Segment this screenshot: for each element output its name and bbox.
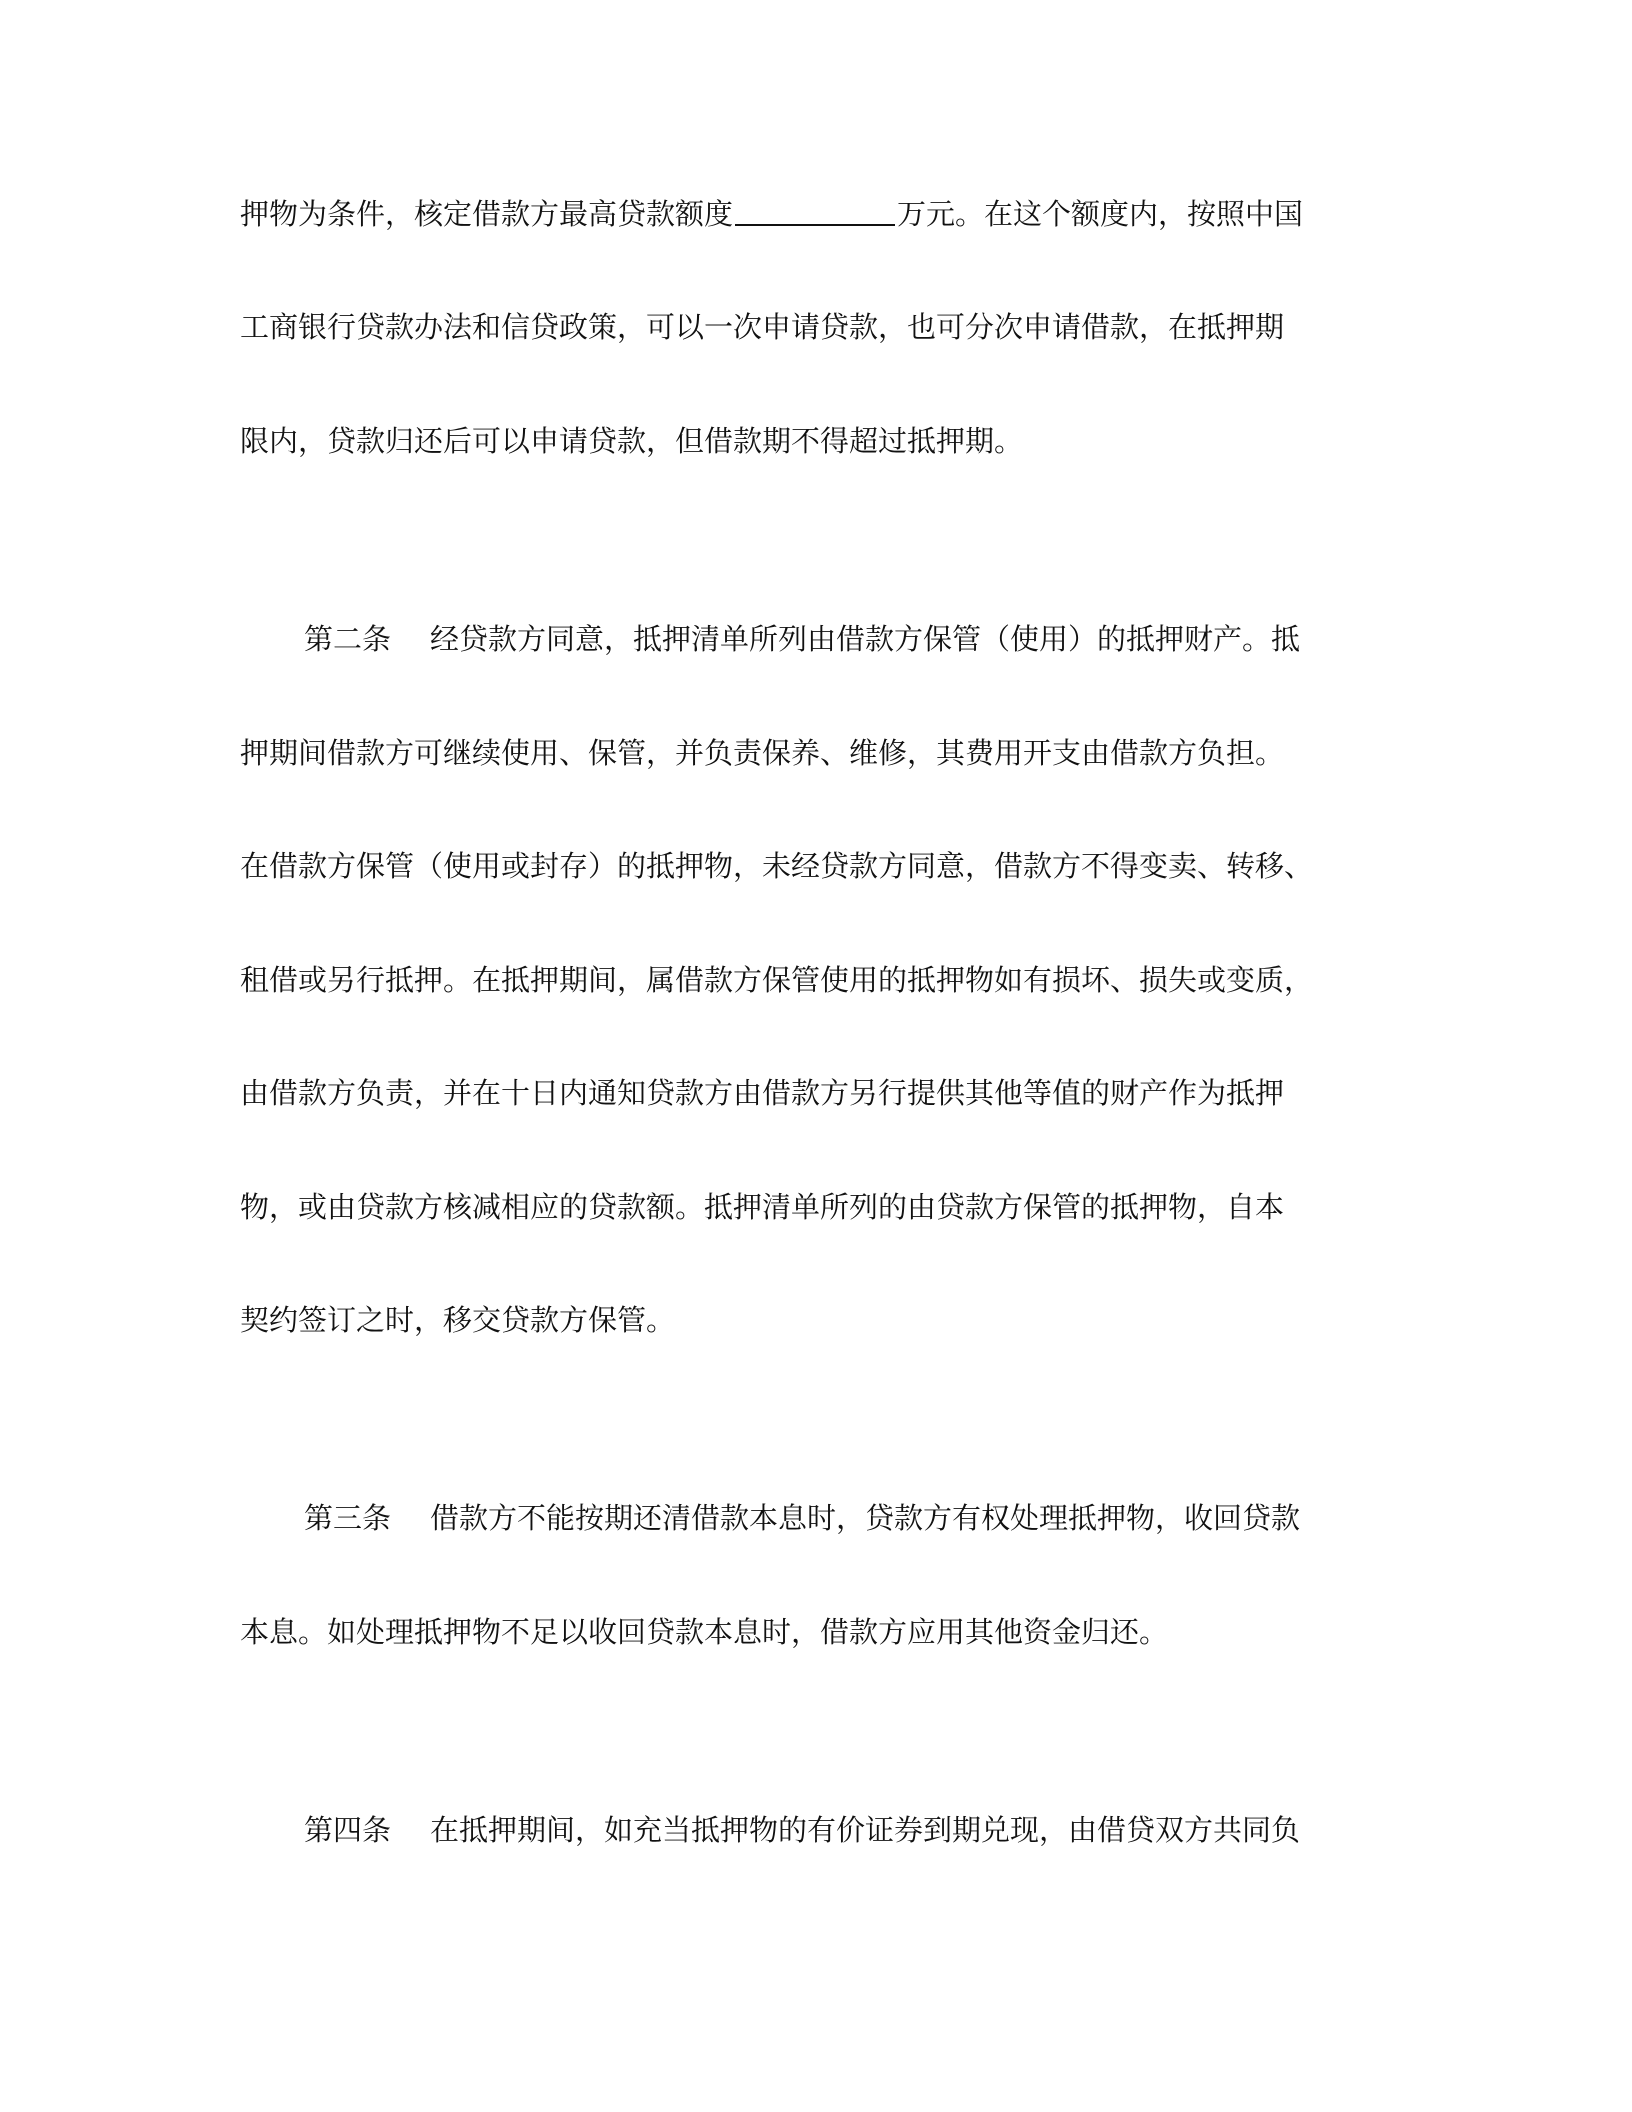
- article1-line-3: 限内，贷款归还后可以申请贷款，但借款期不得超过抵押期。: [240, 424, 1024, 458]
- article2-line-5: 由借款方负责，并在十日内通知贷款方由借款方另行提供其他等值的财产作为抵押: [240, 1076, 1285, 1110]
- article4-line-1: [304, 1810, 1386, 1850]
- article2-line-2: 押期间借款方可继续使用、保管，并负责保养、维修，其费用开支由借款方负担。: [240, 736, 1285, 770]
- article2-line-3: 在借款方保管（使用或封存）的抵押物，未经贷款方同意，借款方不得变卖、转移、: [240, 849, 1314, 883]
- article3-line-2: 本息。如处理抵押物不足以收回贷款本息时，借款方应用其他资金归还。: [240, 1615, 1169, 1649]
- article4-first-line-text: 在抵押期间，如充当抵押物的有价证券到期兑现，由借贷双方共同负: [430, 1813, 1301, 1847]
- article3-first-line-text: 借款方不能按期还清借款本息时，贷款方有权处理抵押物，收回贷款: [430, 1501, 1301, 1535]
- article2-label: 第二条: [304, 622, 392, 656]
- article1-text-before-blank: 押物为条件，核定借款方最高贷款额度: [240, 197, 734, 231]
- article2-line-7: 契约签订之时，移交贷款方保管。: [240, 1303, 676, 1337]
- article2-line-1: [304, 619, 1386, 659]
- article4-label: 第四条: [304, 1813, 392, 1847]
- article2-line-4: 租借或另行抵押。在抵押期间，属借款方保管使用的抵押物如有损坏、损失或变质，: [240, 963, 1314, 997]
- article3-line-1: [304, 1498, 1386, 1538]
- article1-text-after-blank: 万元。在这个额度内，按照中国: [897, 197, 1304, 231]
- article2-line-6: 物，或由贷款方核减相应的贷款额。抵押清单所列的由贷款方保管的抵押物，自本: [240, 1190, 1285, 1224]
- article2-first-line-text: 经贷款方同意，抵押清单所列由借款方保管（使用）的抵押财产。抵: [430, 622, 1301, 656]
- article1-line-2: 工商银行贷款办法和信贷政策，可以一次申请贷款，也可分次申请借款，在抵押期: [240, 310, 1285, 344]
- article3-label: 第三条: [304, 1501, 392, 1535]
- article1-line-1: [240, 194, 1386, 234]
- loan-amount-blank: [735, 194, 895, 226]
